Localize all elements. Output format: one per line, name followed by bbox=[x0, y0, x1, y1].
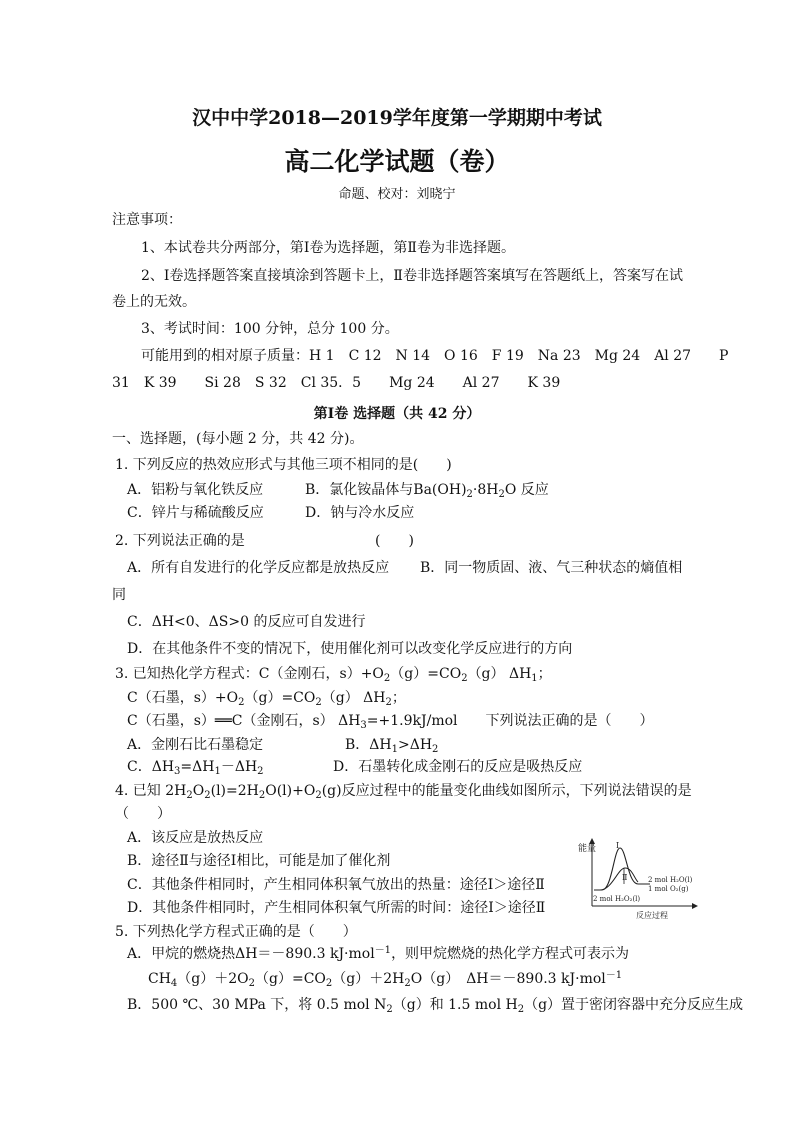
question-4-answer-blank: （ ） bbox=[115, 806, 171, 822]
y-axis-label: 能量 bbox=[578, 844, 597, 854]
question-1-stem: 1. 下列反应的热效应形式与其他三项不相同的是( ) bbox=[115, 457, 452, 473]
path-1-label: Ⅰ bbox=[616, 841, 620, 850]
question-1-option-a: A．铝粉与氧化铁反应 bbox=[127, 482, 264, 498]
atomic-mass-line-cont: 31 K 39 Si 28 S 32 Cl 35．5 Mg 24 Al 27 K 39 bbox=[112, 375, 561, 391]
question-4-option-c: C．其他条件相同时，产生相同体积氧气放出的热量：途径Ⅰ＞途径Ⅱ bbox=[127, 877, 545, 893]
question-1-option-c: C．锌片与稀硫酸反应 bbox=[127, 505, 264, 521]
atomic-mass-line: 可能用到的相对原子质量：H 1 C 12 N 14 O 16 F 19 Na 23 Mg 24 Al 27 P bbox=[141, 348, 729, 364]
note-item-2: 2、Ⅰ卷选择题答案直接填涂到答题卡上，Ⅱ卷非选择题答案填写在答题纸上，答案写在试 bbox=[141, 268, 683, 284]
question-3-option-d: D．石墨转化成金刚石的反应是吸热反应 bbox=[333, 759, 583, 775]
question-4-option-b: B．途径Ⅱ与途径Ⅰ相比，可能是加了催化剂 bbox=[127, 853, 391, 869]
question-1-option-d: D．钠与冷水反应 bbox=[305, 505, 415, 521]
question-4-option-d: D．其他条件相同时，产生相同体积氧气所需的时间：途径Ⅰ＞途径Ⅱ bbox=[127, 900, 546, 916]
question-4-stem: 4. 已知 $2H_2O_2(l)=2H_2O(l)+O_2(g)$反应过程中的能量变化曲线如图所示，下列说法错误的是 bbox=[115, 783, 692, 801]
question-5-stem: 5. 下列热化学方程式正确的是（ ） bbox=[115, 924, 357, 940]
question-2-option-d: D．在其他条件不变的情况下，使用催化剂可以改变化学反应进行的方向 bbox=[127, 641, 573, 657]
question-4-option-a: A．该反应是放热反应 bbox=[127, 830, 264, 846]
exam-title: 高二化学试题（卷） bbox=[284, 147, 510, 176]
note-item-2-cont: 卷上的无效。 bbox=[112, 294, 196, 310]
question-3-equation-2: C（石墨，$s)+O_2(g)=CO_2(g)$ $\Delta H_2$； bbox=[127, 690, 406, 708]
notes-heading: 注意事项： bbox=[112, 212, 182, 228]
question-2-option-c: C．ΔH<0、ΔS>0 的反应可自发进行 bbox=[127, 614, 366, 630]
school-title: 汉中中学2018—2019学年度第一学期期中考试 bbox=[192, 107, 602, 129]
question-5-option-a: A．甲烷的燃烧热ΔH＝－890.3 kJ·mol$^{-1}$，则甲烷燃烧的热化学方程式可表示为 bbox=[127, 945, 630, 962]
note-item-3: 3、考试时间：100 分钟，总分 100 分。 bbox=[141, 321, 399, 337]
author-line: 命题、校对：刘晓宁 bbox=[338, 187, 456, 202]
x-axis-label: 反应过程 bbox=[636, 911, 668, 920]
question-2-stem: 2. 下列说法正确的是 bbox=[115, 533, 245, 549]
question-5-option-b: B．500 ℃、30 MPa 下，将 0.5 mol $N_2(g)$和 1.5 mol $H_2(g)$置于密闭容器中充分反应生成 bbox=[127, 997, 744, 1015]
product-label-oxygen: 1 mol O₂(g) bbox=[648, 885, 689, 893]
question-1-option-b: B．氯化铵晶体与$Ba(OH)_2\cdot 8H_2O$ 反应 bbox=[305, 482, 549, 500]
note-item-1: 1、本试卷共分两部分，第Ⅰ卷为选择题，第Ⅱ卷为非选择题。 bbox=[141, 240, 515, 256]
x-axis-arrow bbox=[692, 903, 698, 909]
question-2-option-b-cont: 同 bbox=[112, 587, 126, 603]
question-3-option-a: A．金刚石比石墨稳定 bbox=[127, 737, 264, 753]
question-3-option-c: C．$\Delta H_3=\Delta H_1-\Delta H_2$ bbox=[127, 759, 264, 777]
section-instruction: 一、选择题，(每小题 2 分，共 42 分)。 bbox=[112, 431, 364, 447]
section-heading: 第Ⅰ卷 选择题（共 42 分） bbox=[313, 406, 481, 422]
question-2-option-b: B．同一物质固、液、气三种状态的熵值相 bbox=[420, 560, 683, 576]
reactant-label: 2 mol H₂O₂(l) bbox=[593, 895, 641, 903]
question-3-equation-3: C（石墨，s）══C（金刚石，s） $\Delta H_3=+1.9kJ$/mol 下列说法正确的是（ ） bbox=[127, 713, 654, 731]
question-2-option-a: A．所有自发进行的化学反应都是放热反应 bbox=[127, 560, 390, 576]
question-5-equation: $CH_4(g)+2O_2(g)=CO_2(g)+2H_2O(g)$ ΔH＝－890.3 kJ·mol$^{-1}$ bbox=[148, 970, 623, 989]
question-2-answer-blank: ( ) bbox=[375, 533, 414, 549]
question-3-stem: 3. 已知热化学方程式：C（金刚石，$s)+O_2(g)=CO_2(g)$ $\Delta H_1$； bbox=[115, 666, 552, 684]
question-3-option-b: B．$\Delta H_1>\Delta H_2$ bbox=[345, 737, 439, 755]
energy-profile-diagram bbox=[578, 838, 700, 920]
product-label-water: 2 mol H₂O(l) bbox=[648, 876, 693, 884]
path-2-label: Ⅱ bbox=[622, 873, 628, 882]
